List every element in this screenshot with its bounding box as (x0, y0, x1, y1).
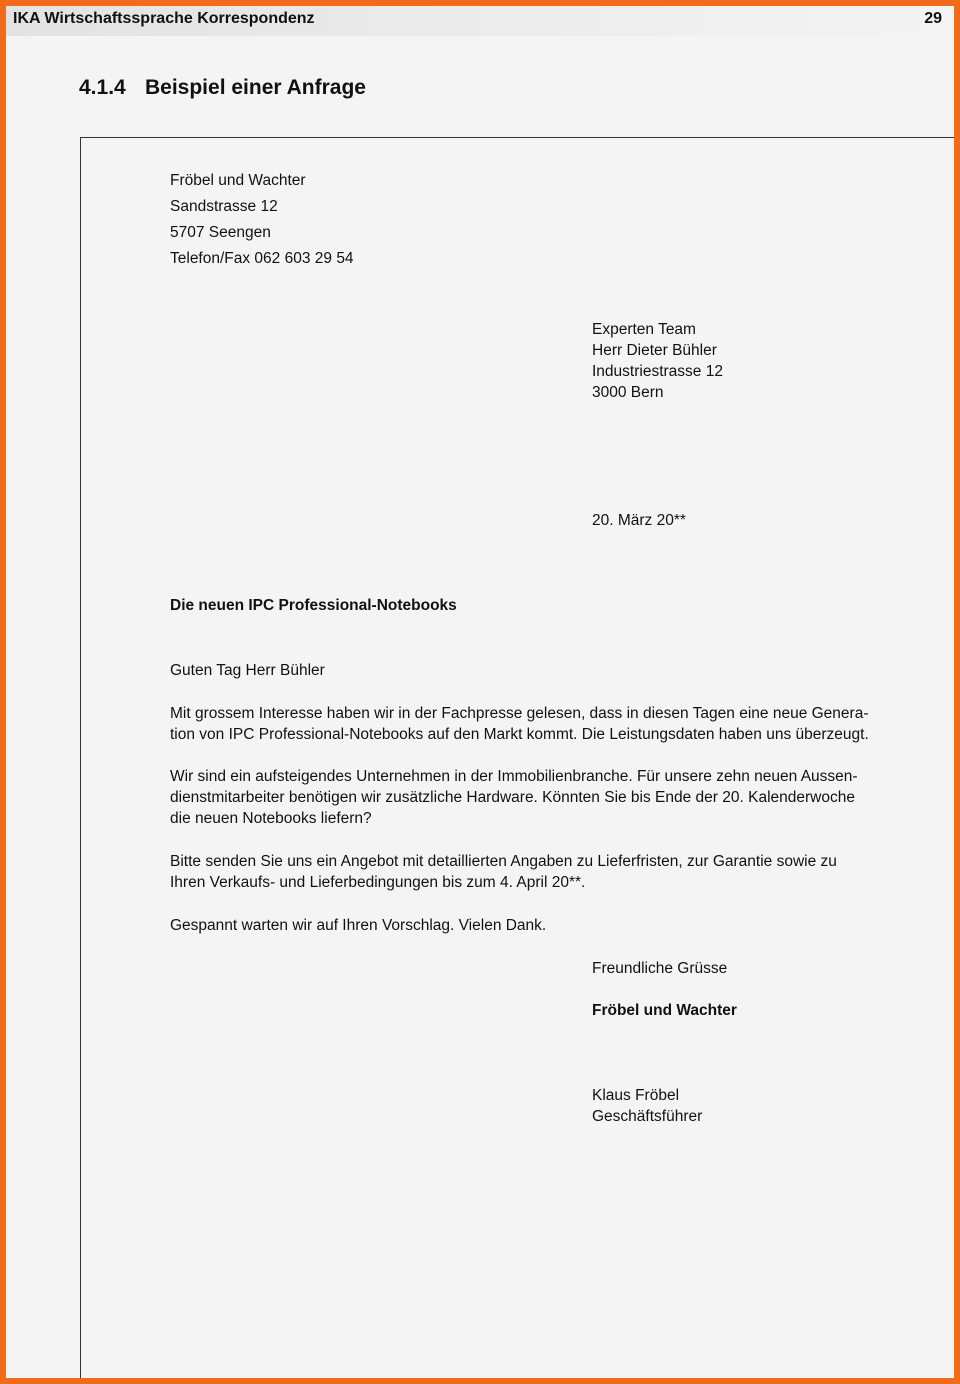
page-number: 29 (924, 10, 942, 27)
paragraph-line: Mit grossem Interesse haben wir in der Fachpresse gelesen, dass in diesen Tagen eine neue Genera- (170, 705, 869, 722)
paragraph (170, 766, 858, 829)
header-title: IKA Wirtschaftssprache Korrespondenz (13, 10, 315, 27)
paragraph (170, 851, 837, 893)
recipient-line: Industriestrasse 12 (592, 363, 723, 380)
paragraph-line: Wir sind ein aufsteigendes Unternehmen in der Immobilienbranche. Für unsere zehn neuen Aussen- (170, 768, 858, 785)
section-heading (79, 76, 366, 100)
paragraph-line: Gespannt warten wir auf Ihren Vorschlag. Vielen Dank. (170, 917, 547, 934)
recipient-line: Herr Dieter Bühler (592, 342, 717, 359)
paragraph (170, 703, 869, 745)
sender-line: Telefon/Fax 062 603 29 54 (170, 250, 354, 267)
letter-box (80, 137, 960, 1384)
sender-line: 5707 Seengen (170, 224, 271, 241)
paragraph-line: Bitte senden Sie uns ein Angebot mit detaillierten Angaben zu Lieferfristen, zur Garantie sowie zu (170, 853, 837, 870)
letter-subject: Die neuen IPC Professional-Notebooks (170, 597, 457, 614)
company-signature: Fröbel und Wachter (592, 1002, 737, 1019)
running-header (6, 6, 954, 36)
recipient-line: Experten Team (592, 321, 696, 338)
signer-name: Klaus Fröbel (592, 1087, 680, 1104)
section-number: 4.1.4 (79, 76, 126, 99)
paragraph (170, 915, 546, 936)
signer-block (592, 1085, 702, 1127)
sender-line: Fröbel und Wachter (170, 172, 306, 189)
recipient-line: 3000 Bern (592, 384, 664, 401)
letter-date: 20. März 20** (592, 512, 686, 529)
letter-greeting: Guten Tag Herr Bühler (170, 662, 325, 679)
paragraph-line: dienstmitarbeiter benötigen wir zusätzliche Hardware. Könnten Sie bis Ende der 20. Kalenderwoche (170, 789, 855, 806)
paragraph-line: Ihren Verkaufs- und Lieferbedingungen bis zum 4. April 20**. (170, 874, 586, 891)
section-title: Beispiel einer Anfrage (145, 76, 366, 99)
sender-address (170, 168, 354, 272)
letter-closing: Freundliche Grüsse (592, 960, 728, 977)
paragraph-line: die neuen Notebooks liefern? (170, 810, 372, 827)
paragraph-line: tion von IPC Professional-Notebooks auf den Markt kommt. Die Leistungsdaten haben uns überzeugt. (170, 726, 869, 743)
signer-role: Geschäftsführer (592, 1108, 703, 1125)
recipient-address (592, 319, 723, 403)
sender-line: Sandstrasse 12 (170, 198, 278, 215)
